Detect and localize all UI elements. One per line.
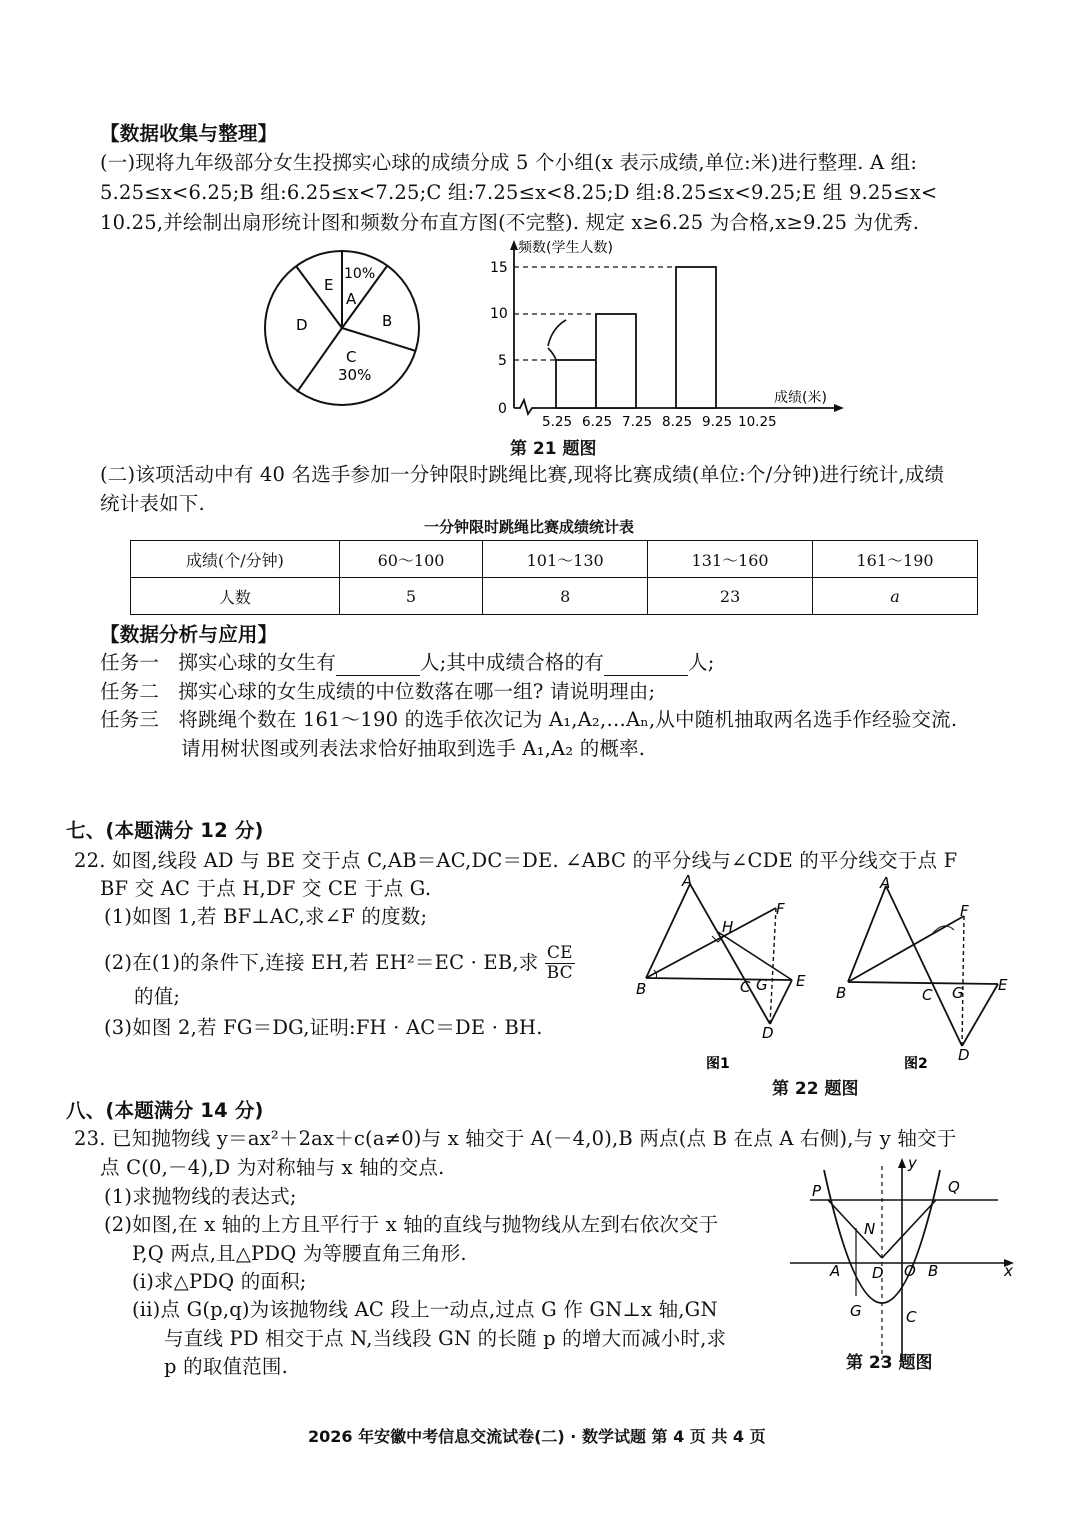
x-tick-8.25: 8.25 <box>662 414 693 430</box>
q23-part2-ii-line3: p 的取值范围. <box>164 1355 288 1378</box>
pencil-mark <box>548 320 566 360</box>
task3-label: 任务三 <box>100 708 160 731</box>
label-N: N <box>864 1220 876 1238</box>
q21-part1-line1: (一)现将九年级部分女生投掷实心球的成绩分成 5 个小组(x 表示成绩,单位:米)进行整理. A 组: <box>100 151 918 174</box>
label-H: H <box>722 918 734 936</box>
task1-text-a: 掷实心球的女生有 <box>178 651 336 674</box>
label-G: G <box>850 1302 862 1320</box>
bar-d <box>676 267 716 408</box>
histogram <box>490 236 850 430</box>
table-header-cell: 131～160 <box>648 541 813 578</box>
label-C: C <box>740 978 751 996</box>
table-cell: 5 <box>339 578 482 615</box>
answer-blank[interactable] <box>604 657 688 676</box>
y-tick-5: 5 <box>498 353 507 369</box>
table-cell: a <box>813 578 978 615</box>
y-tick-10: 10 <box>490 306 508 322</box>
segment-qd <box>882 1200 936 1258</box>
task3-text-line2: 请用树状图或列表法求恰好抽取到选手 A₁,A₂ 的概率. <box>181 737 646 760</box>
task3-text-line1: 将跳绳个数在 161～190 的选手依次记为 A₁,A₂,…Aₙ,从中随机抽取两名选手作经验交流. <box>178 708 958 731</box>
q21-figure-caption: 第 21 题图 <box>510 439 597 459</box>
pie-pct-c: 30% <box>338 366 372 384</box>
parabola-figure <box>784 1150 1024 1368</box>
score-table <box>130 540 978 615</box>
bar-a <box>556 360 596 408</box>
y-axis-label: 频数(学生人数) <box>518 240 613 256</box>
section-8-heading: 八、(本题满分 14 分) <box>66 1099 264 1122</box>
label-y: y <box>908 1154 917 1172</box>
label-A: A <box>830 1262 841 1280</box>
x-tick-10.25: 10.25 <box>738 414 777 430</box>
table-header-cell: 成绩(个/分钟) <box>131 541 340 578</box>
data-collection-heading: 【数据收集与整理】 <box>100 122 278 145</box>
geometry-figure-2 <box>834 872 1024 1078</box>
label-x: x <box>1004 1262 1013 1280</box>
label-D: D <box>872 1264 884 1282</box>
parabola <box>824 1170 940 1303</box>
x-tick-5.25: 5.25 <box>542 414 573 430</box>
q22-part3: (3)如图 2,若 FG＝DG,证明:FH · AC＝DE · BH. <box>104 1016 543 1039</box>
q21-part1-line3: 10.25,并绘制出扇形统计图和频数分布直方图(不完整). 规定 x≥6.25 为合格,x≥9.25 为优秀. <box>100 211 920 234</box>
x-axis-arrow <box>834 404 844 412</box>
label-A: A <box>682 872 693 890</box>
page-footer: 2026 年安徽中考信息交流试卷(二) · 数学试题 第 4 页 共 4 页 <box>308 1427 766 1446</box>
label-F: F <box>960 902 969 920</box>
geometry-figure-1 <box>632 872 828 1078</box>
table-row <box>131 578 978 615</box>
task2-text: 掷实心球的女生成绩的中位数落在哪一组? 请说明理由; <box>178 680 656 703</box>
pie-label-b: B <box>382 312 393 330</box>
label-P: P <box>812 1182 822 1200</box>
y-axis-arrow <box>510 240 518 250</box>
x-tick-7.25: 7.25 <box>622 414 653 430</box>
answer-blank[interactable] <box>336 657 420 676</box>
x-tick-9.25: 9.25 <box>702 414 733 430</box>
table-header-cell: 161～190 <box>813 541 978 578</box>
q22-figure-caption: 第 22 题图 <box>772 1079 859 1099</box>
section-7-heading: 七、(本题满分 12 分) <box>66 819 264 842</box>
label-Q: Q <box>948 1178 960 1196</box>
q23-line1: 23. 已知抛物线 y＝ax²＋2ax＋c(a≠0)与 x 轴交于 A(－4,0),B 两点(点 B 在点 A 右侧),与 y 轴交于 <box>74 1127 957 1150</box>
table-header-cell: 60～100 <box>339 541 482 578</box>
pie-chart <box>262 246 422 428</box>
q23-line2: 点 C(0,－4),D 为对称轴与 x 轴的交点. <box>100 1156 445 1179</box>
q23-part2-i: (i)求△PDQ 的面积; <box>132 1270 307 1293</box>
y-tick-0: 0 <box>498 401 507 417</box>
label-D: D <box>762 1024 774 1042</box>
table-cell: 23 <box>648 578 813 615</box>
label-F: F <box>776 900 785 918</box>
task3 <box>100 707 957 733</box>
label-C: C <box>906 1308 917 1326</box>
bar-b <box>596 314 636 408</box>
q21-part2-line2: 统计表如下. <box>100 492 205 515</box>
q21-part2-line1: (二)该项活动中有 40 名选手参加一分钟限时跳绳比赛,现将比赛成绩(单位:个/分钟)进行统计,成绩 <box>100 463 945 486</box>
task1 <box>100 650 714 676</box>
q22-line2: BF 交 AC 于点 H,DF 交 CE 于点 G. <box>100 877 432 900</box>
q23-part2-line2: P,Q 两点,且△PDQ 为等腰直角三角形. <box>132 1242 467 1265</box>
x-axis-label: 成绩(米) <box>774 390 827 406</box>
label-E: E <box>998 976 1008 994</box>
task2 <box>100 679 655 705</box>
task1-text-c: 人; <box>688 651 715 674</box>
label-E: E <box>796 972 806 990</box>
q21-part1-line2: 5.25≤x<6.25;B 组:6.25≤x<7.25;C 组:7.25≤x<8.25;D 组:8.25≤x<9.25;E 组 9.25≤x< <box>100 181 938 204</box>
fraction-ce-over-bc <box>545 944 575 983</box>
table-header-row <box>131 541 978 578</box>
pie-label-a: A <box>346 290 357 308</box>
q23-part1: (1)求抛物线的表达式; <box>104 1185 297 1208</box>
label-A: A <box>880 874 891 892</box>
q23-part2-ii-line2: 与直线 PD 相交于点 N,当线段 GN 的长随 p 的增大而减小时,求 <box>164 1327 727 1350</box>
table-title: 一分钟限时跳绳比赛成绩统计表 <box>424 518 635 536</box>
q22-part2-tail: 的值; <box>134 985 181 1008</box>
label-D: D <box>958 1046 970 1064</box>
label-B: B <box>836 984 847 1002</box>
q22-line1: 22. 如图,线段 AD 与 BE 交于点 C,AB＝AC,DC＝DE. ∠ABC 的平分线与∠CDE 的平分线交于点 F <box>74 849 958 872</box>
q23-part2-ii-line1: (ii)点 G(p,q)为该抛物线 AC 段上一动点,过点 G 作 GN⊥x 轴,GN <box>132 1298 718 1321</box>
label-G: G <box>756 976 768 994</box>
task1-text-b: 人;其中成绩合格的有 <box>419 651 604 674</box>
q23-part2-line1: (2)如图,在 x 轴的上方且平行于 x 轴的直线与抛物线从左到右依次交于 <box>104 1213 719 1236</box>
y-axis-arrow <box>898 1158 906 1168</box>
task2-label: 任务二 <box>100 680 160 703</box>
data-analysis-heading: 【数据分析与应用】 <box>100 623 278 646</box>
q22-part2 <box>104 944 575 983</box>
label-O: O <box>904 1262 916 1280</box>
label-B: B <box>636 980 647 998</box>
y-tick-15: 15 <box>490 260 508 276</box>
pie-divider-cd <box>297 328 342 392</box>
pie-label-e: E <box>324 276 334 294</box>
fraction-numerator: CE <box>546 943 573 963</box>
pie-label-c: C <box>346 348 357 366</box>
figure-1-caption: 图1 <box>706 1056 730 1072</box>
figure-2-caption: 图2 <box>904 1056 928 1072</box>
label-C: C <box>922 986 933 1004</box>
table-cell: 8 <box>483 578 648 615</box>
table-header-cell: 101～130 <box>483 541 648 578</box>
q22-part2-text: (2)在(1)的条件下,连接 EH,若 EH²＝EC · EB,求 <box>104 951 539 974</box>
fraction-denominator: BC <box>546 963 573 983</box>
label-G: G <box>952 984 964 1002</box>
pie-pct-a: 10% <box>344 266 376 282</box>
q23-figure-caption: 第 23 题图 <box>846 1353 933 1373</box>
task1-label: 任务一 <box>100 651 160 674</box>
x-tick-6.25: 6.25 <box>582 414 613 430</box>
pie-label-d: D <box>296 316 308 334</box>
label-B: B <box>928 1262 939 1280</box>
q22-part1: (1)如图 1,若 BF⊥AC,求∠F 的度数; <box>104 905 428 928</box>
table-cell: 人数 <box>131 578 340 615</box>
